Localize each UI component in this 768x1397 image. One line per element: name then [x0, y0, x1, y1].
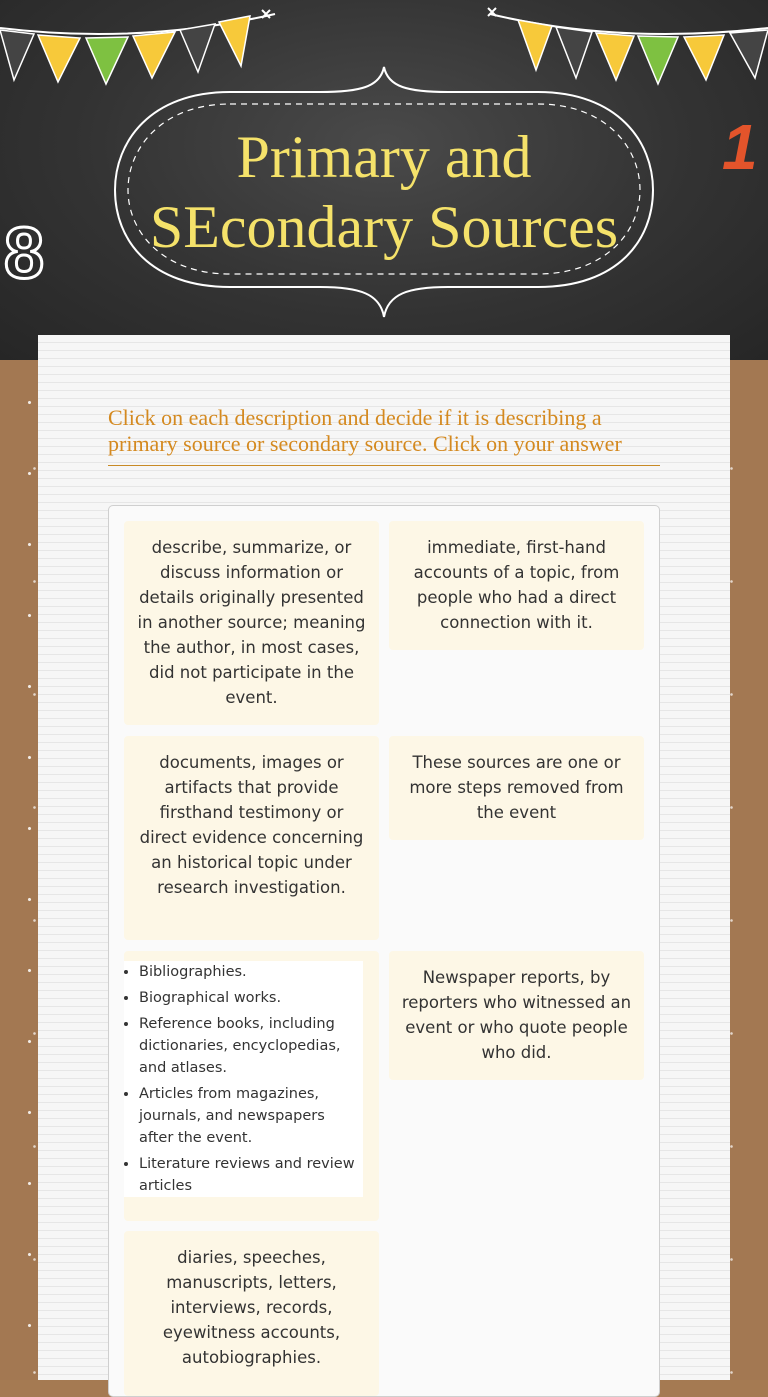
- card-5-list: [124, 961, 363, 1197]
- card-3-text: documents, images or artifacts that provide firsthand testimony or direct evidence concerning an historical topic under research investigation.: [139, 753, 364, 897]
- description-card-3[interactable]: [124, 736, 379, 940]
- number-eight-decoration: 8: [4, 214, 45, 294]
- title-line-2: SEcondary Sources: [149, 194, 619, 260]
- page-title: [120, 122, 648, 262]
- card-2-text: immediate, first-hand accounts of a topic, from people who had a direct connection with it.: [413, 538, 620, 632]
- description-card-5[interactable]: [124, 951, 379, 1221]
- chalkboard-header: [0, 0, 768, 360]
- list-item: • Literature reviews and review articles: [139, 1153, 363, 1197]
- list-item: • Articles from magazines, journals, and newspapers after the event.: [139, 1083, 363, 1149]
- description-card-1[interactable]: [124, 521, 379, 725]
- description-card-6[interactable]: [389, 951, 644, 1080]
- list-item: • Reference books, including dictionaries, encyclopedias, and atlases.: [139, 1013, 363, 1079]
- card-6-text: Newspaper reports, by reporters who witnessed an event or who quote people who did.: [401, 968, 632, 1062]
- description-card-7[interactable]: [124, 1231, 379, 1396]
- description-card-4[interactable]: [389, 736, 644, 840]
- card-1-text: describe, summarize, or discuss information or details originally presented in another source; meaning the author, in most cases, did not participate in the event.: [137, 538, 366, 707]
- card-7-text: diaries, speeches, manuscripts, letters, interviews, records, eyewitness accounts, autobiographies.: [162, 1248, 341, 1367]
- description-card-2[interactable]: [389, 521, 644, 650]
- worksheet-paper: [38, 335, 730, 1380]
- list-item: • Biographical works.: [139, 987, 363, 1009]
- card-4-text: These sources are one or more steps removed from the event: [409, 753, 624, 822]
- title-line-1: Primary and: [236, 124, 532, 190]
- number-one-decoration: 1: [722, 111, 758, 183]
- answer-card-container: [108, 505, 660, 1397]
- list-item: • Bibliographies.: [139, 961, 363, 983]
- instructions-text: Click on each description and decide if it is describing a primary source or secondary source. Click on your answer: [108, 405, 660, 466]
